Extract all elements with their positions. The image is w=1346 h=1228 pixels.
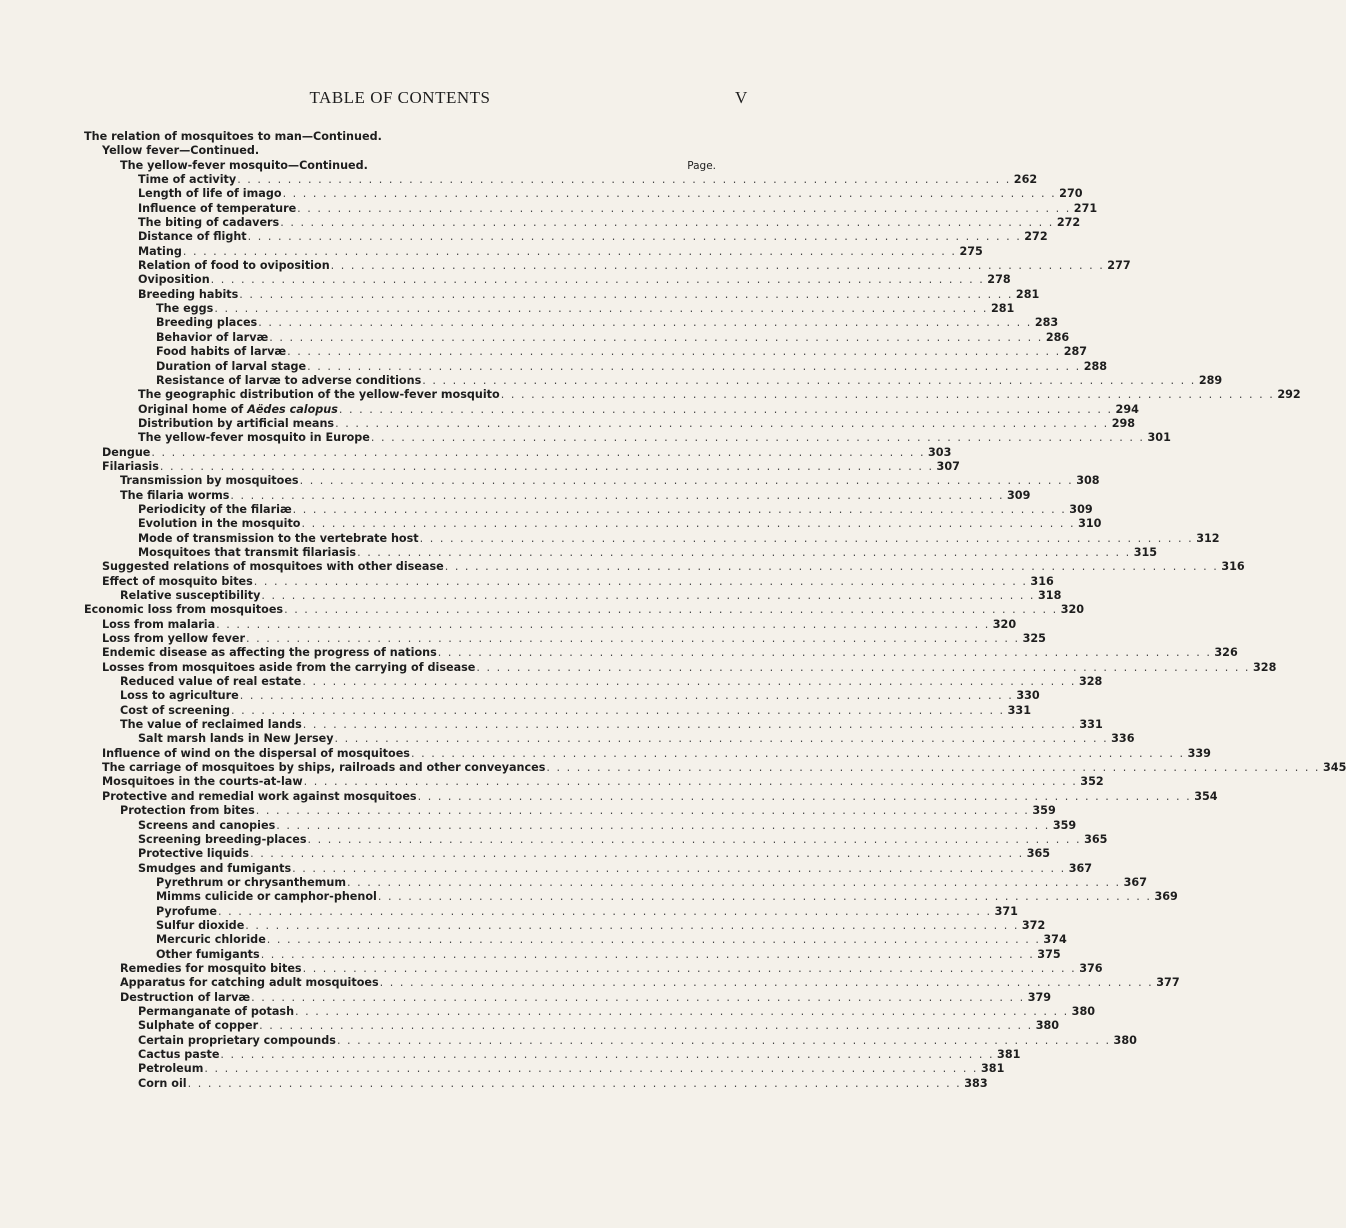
toc-entry: [84, 660, 1277, 675]
toc-entry: [84, 416, 1136, 431]
toc-entry: [84, 173, 1038, 187]
toc-page-number: 359: [1032, 804, 1056, 818]
toc-entry-label: The biting of cadavers: [138, 216, 280, 230]
toc-entry-label: The filaria worms: [120, 488, 230, 502]
dot-leader: . . . . . . . . . . . . . . . . . . . . . . . . . . . . . . . . . . . . . . . . . . . . . . . . . . . . . . . . . . . . . . . . . . . . . . . . . . . . .: [216, 617, 990, 631]
dot-leader: . . . . . . . . . . . . . . . . . . . . . . . . . . . . . . . . . . . . . . . . . . . . . . . . . . . . . . . . . . . . . . . . . . . . . . . . . . . . .: [230, 488, 1005, 502]
dot-leader: . . . . . . . . . . . . . . . . . . . . . . . . . . . . . . . . . . . . . . . . . . . . . . . . . . . . . . . . . . . . . . . . . . . . . . . . . . . . .: [377, 890, 1152, 904]
toc-entry-label: Periodicity of the filariæ: [138, 502, 292, 516]
toc-entry-label: Evolution in the mosquito: [138, 517, 301, 531]
toc-entry-label: Suggested relations of mosquitoes with other disease: [102, 560, 444, 574]
toc-entry: [84, 1033, 1137, 1048]
toc-entry: [84, 961, 1103, 976]
dot-leader: . . . . . . . . . . . . . . . . . . . . . . . . . . . . . . . . . . . . . . . . . . . . . . . . . . . . . . . . . . . . . . . . . . . . . . . . . . . . .: [307, 359, 1081, 373]
dot-leader: . . . . . . . . . . . . . . . . . . . . . . . . . . . . . . . . . . . . . . . . . . . . . . . . . . . . . . . . . . . . . . . . . . . . . . . . . . . . .: [347, 875, 1121, 889]
toc-entry-label: Protective and remedial work against mosquitoes: [102, 789, 417, 803]
toc-page-number: 303: [928, 445, 952, 459]
toc-entry-label: Loss from malaria: [102, 617, 216, 631]
toc-entry: [84, 359, 1108, 374]
dot-leader: . . . . . . . . . . . . . . . . . . . . . . . . . . . . . . . . . . . . . . . . . . . . . . . . . . . . . . . . . . . . . . . . . . . . . . . . . . . . .: [280, 216, 1054, 230]
toc-page-number: 369: [1154, 890, 1178, 904]
dot-leader: . . . . . . . . . . . . . . . . . . . . . . . . . . . . . . . . . . . . . . . . . . . . . . . . . . . . . . . . . . . . . . . . . . . . . . . . . . . . .: [187, 1076, 962, 1090]
toc-entry: [84, 402, 1139, 417]
dot-leader: . . . . . . . . . . . . . . . . . . . . . . . . . . . . . . . . . . . . . . . . . . . . . . . . . . . . . . . . . . . . . . . . . . . . . . . . . . . . .: [159, 459, 934, 473]
toc-entry: [84, 933, 1067, 947]
toc-page-number: 328: [1078, 675, 1103, 689]
toc-entry-label: Pyrethrum or chrysanthemum: [156, 875, 347, 889]
dot-leader: . . . . . . . . . . . . . . . . . . . . . . . . . . . . . . . . . . . . . . . . . . . . . . . . . . . . . . . . . . . . . . . . . . . . . . . . . . . . .: [334, 732, 1109, 746]
toc-page-number: 354: [1194, 789, 1218, 803]
toc-page-number: 352: [1080, 775, 1104, 789]
dot-leader: . . . . . . . . . . . . . . . . . . . . . . . . . . . . . . . . . . . . . . . . . . . . . . . . . . . . . . . . . . . . . . . . . . . . . . . . . . . . .: [302, 718, 1077, 732]
toc-entry: [84, 675, 1103, 689]
toc-entry: [84, 159, 716, 173]
toc-entry-label: Smudges and fumigants: [138, 861, 292, 875]
toc-page-number: 326: [1214, 646, 1238, 660]
toc-entry-label: Duration of larval stage: [156, 359, 307, 373]
toc-entry-label: Mercuric chloride: [156, 933, 266, 947]
toc-page-number: 365: [1026, 847, 1051, 861]
toc-entry: [84, 502, 1093, 517]
toc-entry-label: Breeding places: [156, 316, 258, 330]
dot-leader: . . . . . . . . . . . . . . . . . . . . . . . . . . . . . . . . . . . . . . . . . . . . . . . . . . . . . . . . . . . . . . . . . . . . . . . . . . . . .: [357, 545, 1131, 559]
toc-entry: [84, 804, 1056, 818]
dot-leader: . . . . . . . . . . . . . . . . . . . . . . . . . . . . . . . . . . . . . . . . . . . . . . . . . . . . . . . . . . . . . . . . . . . . . . . . . . . . .: [239, 689, 1014, 703]
toc-entry-label: Influence of wind on the dispersal of mosquitoes: [102, 746, 410, 760]
toc-entry: [84, 976, 1180, 990]
dot-leader: . . . . . . . . . . . . . . . . . . . . . . . . . . . . . . . . . . . . . . . . . . . . . . . . . . . . . . . . . . . . . . . . . . . . . . . . . . . . .: [546, 761, 1320, 775]
toc-entry: [84, 603, 1085, 617]
toc-entry-label: Endemic disease as affecting the progress of nations: [102, 646, 437, 660]
dot-leader: . . . . . . . . . . . . . . . . . . . . . . . . . . . . . . . . . . . . . . . . . . . . . . . . . . . . . . . . . . . . . . . . . . . . . . . . . . . . .: [231, 703, 1005, 717]
toc-entry-label: Loss from yellow fever: [102, 632, 245, 646]
toc-entry: [84, 703, 1031, 718]
toc-entry: [84, 517, 1102, 531]
dot-leader: . . . . . . . . . . . . . . . . . . . . . . . . . . . . . . . . . . . . . . . . . . . . . . . . . . . . . . . . . . . . . . . . . . . . . . . . . . . . .: [297, 201, 1071, 215]
dot-leader: . . . . . . . . . . . . . . . . . . . . . . . . . . . . . . . . . . . . . . . . . . . . . . . . . . . . . . . . . . . . . . . . . . . . . . . . . . . . .: [444, 560, 1219, 574]
toc-page-number: 372: [1021, 918, 1046, 932]
toc-page-number: 374: [1043, 933, 1067, 947]
toc-page-number: 275: [959, 244, 983, 258]
toc-page-number: 367: [1068, 861, 1093, 875]
page-number: V: [735, 88, 748, 107]
dot-leader: . . . . . . . . . . . . . . . . . . . . . . . . . . . . . . . . . . . . . . . . . . . . . . . . . . . . . . . . . . . . . . . . . . . . . . . . . . . . .: [266, 933, 1041, 947]
toc-entry-label: Other fumigants: [156, 947, 260, 961]
dot-leader: . . . . . . . . . . . . . . . . . . . . . . . . . . . . . . . . . . . . . . . . . . . . . . . . . . . . . . . . . . . . . . . . . . . . . . . . . . . . .: [299, 474, 1074, 488]
toc-page-number: 277: [1107, 259, 1131, 273]
dot-leader: . . . . . . . . . . . . . . . . . . . . . . . . . . . . . . . . . . . . . . . . . . . . . . . . . . . . . . . . . . . . . . . . . . . . . . . . . . . . .: [245, 918, 1019, 932]
toc-entry: [84, 459, 960, 474]
dot-leader: . . . . . . . . . . . . . . . . . . . . . . . . . . . . . . . . . . . . . . . . . . . . . . . . . . . . . . . . . . . . . . . . . . . . . . . . . . . . .: [269, 330, 1043, 344]
dot-leader: . . . . . . . . . . . . . . . . . . . . . . . . . . . . . . . . . . . . . . . . . . . . . . . . . . . . . . . . . . . . . . . . . . . . . . . . . . . . .: [237, 173, 1011, 187]
toc-entry: [84, 259, 1131, 273]
toc-entry: [84, 746, 1211, 761]
toc-page-number: 270: [1059, 187, 1083, 201]
toc-page-number: 292: [1277, 388, 1301, 402]
dot-leader: . . . . . . . . . . . . . . . . . . . . . . . . . . . . . . . . . . . . . . . . . . . . . . . . . . . . . . . . . . . . . . . . . . . . . . . . . . . . .: [307, 832, 1082, 846]
toc-page-number: 377: [1156, 976, 1180, 990]
dot-leader: . . . . . . . . . . . . . . . . . . . . . . . . . . . . . . . . . . . . . . . . . . . . . . . . . . . . . . . . . . . . . . . . . . . . . . . . . . . . .: [287, 345, 1061, 359]
toc-entry-label: Cactus paste: [138, 1048, 220, 1061]
toc-entry-label: The value of reclaimed lands: [120, 718, 302, 732]
dot-leader: . . . . . . . . . . . . . . . . . . . . . . . . . . . . . . . . . . . . . . . . . . . . . . . . . . . . . . . . . . . . . . . . . . . . . . . . . . . . .: [214, 302, 988, 316]
page-title: TABLE OF CONTENTS: [309, 88, 491, 107]
dot-leader: . . . . . . . . . . . . . . . . . . . . . . . . . . . . . . . . . . . . . . . . . . . . . . . . . . . . . . . . . . . . . . . . . . . . . . . . . . . . .: [259, 1019, 1033, 1033]
dot-leader: . . . . . . . . . . . . . . . . . . . . . . . . . . . . . . . . . . . . . . . . . . . . . . . . . . . . . . . . . . . . . . . . . . . . . . . . . . . . .: [419, 531, 1194, 545]
toc-entry-label: Protective liquids: [138, 847, 250, 861]
toc-entry: [84, 545, 1158, 560]
toc-page-number: 298: [1111, 416, 1136, 430]
toc-entry: [84, 1004, 1096, 1019]
toc-entry: [84, 617, 1017, 632]
toc-entry: [84, 718, 1103, 732]
toc-entry-label: Certain proprietary compounds: [138, 1033, 336, 1047]
dot-leader: . . . . . . . . . . . . . . . . . . . . . . . . . . . . . . . . . . . . . . . . . . . . . . . . . . . . . . . . . . . . . . . . . . . . . . . . . . . . .: [210, 273, 985, 287]
toc-page-number: 345: [1323, 761, 1346, 775]
toc-page-number: 380: [1113, 1033, 1137, 1047]
dot-leader: . . . . . . . . . . . . . . . . . . . . . . . . . . . . . . . . . . . . . . . . . . . . . . . . . . . . . . . . . . . . . . . . . . . . . . . . . . . . .: [251, 990, 1025, 1004]
toc-entry: [84, 689, 1040, 703]
toc-entry-label: Distribution by artificial means: [138, 416, 335, 430]
toc-entry-label: Apparatus for catching adult mosquitoes: [120, 976, 379, 990]
toc-entry: [84, 632, 1046, 646]
toc-entry: [84, 330, 1070, 345]
toc-page-number: 287: [1063, 345, 1088, 359]
toc-page-number: 307: [936, 459, 960, 473]
toc-entry: [84, 201, 1098, 216]
toc-page-number: 316: [1221, 560, 1245, 574]
toc-entry-label: Mating: [138, 244, 182, 258]
dot-leader: . . . . . . . . . . . . . . . . . . . . . . . . . . . . . . . . . . . . . . . . . . . . . . . . . . . . . . . . . . . . . . . . . . . . . . . . . . . . .: [261, 589, 1035, 602]
dot-leader: . . . . . . . . . . . . . . . . . . . . . . . . . . . . . . . . . . . . . . . . . . . . . . . . . . . . . . . . . . . . . . . . . . . . . . . . . . . . .: [338, 402, 1113, 416]
toc-page-number: 278: [987, 273, 1011, 287]
dot-leader: . . . . . . . . . . . . . . . . . . . . . . . . . . . . . . . . . . . . . . . . . . . . . . . . . . . . . . . . . . . . . . . . . . . . . . . . . . . . .: [217, 904, 992, 918]
toc-entry-label: Loss to agriculture: [120, 689, 239, 703]
dot-leader: . . . . . . . . . . . . . . . . . . . . . . . . . . . . . . . . . . . . . . . . . . . . . . . . . . . . . . . . . . . . . . . . . . . . . . . . . . . . .: [295, 1004, 1069, 1018]
toc-entry-label: Mosquitoes in the courts-at-law: [102, 775, 303, 789]
dot-leader: . . . . . . . . . . . . . . . . . . . . . . . . . . . . . . . . . . . . . . . . . . . . . . . . . . . . . . . . . . . . . . . . . . . . . . . . . . . . .: [250, 847, 1024, 861]
toc-entry: [84, 1076, 988, 1091]
dot-leader: . . . . . . . . . . . . . . . . . . . . . . . . . . . . . . . . . . . . . . . . . . . . . . . . . . . . . . . . . . . . . . . . . . . . . . . . . . . . .: [292, 502, 1067, 516]
toc-entry-label: Resistance of larvæ to adverse conditions: [156, 373, 422, 387]
dot-leader: . . . . . . . . . . . . . . . . . . . . . . . . . . . . . . . . . . . . . . . . . . . . . . . . . . . . . . . . . . . . . . . . . . . . . . . . . . . . .: [437, 646, 1212, 660]
toc-entry: [84, 818, 1077, 833]
toc-entry-label: Food habits of larvæ: [156, 345, 287, 359]
toc-entry-label: Screening breeding-places: [138, 832, 307, 846]
dot-leader: . . . . . . . . . . . . . . . . . . . . . . . . . . . . . . . . . . . . . . . . . . . . . . . . . . . . . . . . . . . . . . . . . . . . . . . . . . . . .: [410, 746, 1185, 760]
toc-page-number: 331: [1079, 718, 1103, 732]
toc-entry: [84, 1062, 1005, 1076]
toc-entry: [84, 216, 1081, 230]
toc-page-number: 315: [1133, 545, 1158, 559]
toc-page-number: 281: [1015, 287, 1040, 301]
toc-entry: [84, 1048, 1021, 1062]
toc-heading: The relation of mosquitoes to man—Continued.: [84, 130, 382, 143]
toc-page-number: 312: [1196, 531, 1220, 545]
toc-entry-label: Mimms culicide or camphor-phenol: [156, 890, 377, 904]
table-of-contents: [84, 130, 1346, 1091]
toc-entry-label: Economic loss from mosquitoes: [84, 603, 284, 617]
toc-page-number: 308: [1076, 474, 1100, 488]
dot-leader: . . . . . . . . . . . . . . . . . . . . . . . . . . . . . . . . . . . . . . . . . . . . . . . . . . . . . . . . . . . . . . . . . . . . . . . . . . . . .: [330, 259, 1105, 273]
toc-entry-label: Mode of transmission to the vertebrate host: [138, 531, 419, 545]
toc-entry-label: The carriage of mosquitoes by ships, railroads and other conveyances: [102, 761, 546, 775]
toc-entry: [84, 345, 1088, 359]
toc-entry: [84, 832, 1108, 847]
dot-leader: . . . . . . . . . . . . . . . . . . . . . . . . . . . . . . . . . . . . . . . . . . . . . . . . . . . . . . . . . . . . . . . . . . . . . . . . . . . . .: [500, 388, 1275, 402]
toc-entry-label: Relation of food to oviposition: [138, 259, 330, 273]
toc-page-number: 272: [1024, 230, 1048, 244]
toc-entry: [84, 761, 1346, 775]
toc-entry-label: Corn oil: [138, 1076, 187, 1090]
toc-page-number: 330: [1016, 689, 1040, 703]
toc-page-number: 289: [1198, 373, 1223, 387]
dot-leader: . . . . . . . . . . . . . . . . . . . . . . . . . . . . . . . . . . . . . . . . . . . . . . . . . . . . . . . . . . . . . . . . . . . . . . . . . . . . .: [302, 675, 1076, 689]
toc-page-number: 286: [1045, 330, 1070, 344]
toc-page-number: 380: [1071, 1004, 1096, 1018]
toc-page-number: 288: [1083, 359, 1108, 373]
dot-leader: . . . . . . . . . . . . . . . . . . . . . . . . . . . . . . . . . . . . . . . . . . . . . . . . . . . . . . . . . . . . . . . . . . . . . . . . . . . . .: [284, 603, 1058, 617]
toc-entry-label: Filariasis: [102, 459, 159, 473]
toc-entry-label: Remedies for mosquito bites: [120, 961, 302, 975]
toc-entry-label: Original home of Aëdes calopus: [138, 402, 338, 416]
toc-page-number: 381: [997, 1048, 1021, 1061]
dot-leader: . . . . . . . . . . . . . . . . . . . . . . . . . . . . . . . . . . . . . . . . . . . . . . . . . . . . . . . . . . . . . . . . . . . . . . . . . . . . .: [276, 818, 1050, 832]
toc-entry: [84, 244, 983, 259]
toc-entry-label: Oviposition: [138, 273, 210, 287]
toc-page-number: 271: [1073, 201, 1098, 215]
toc-entry: [84, 302, 1015, 316]
dot-leader: . . . . . . . . . . . . . . . . . . . . . . . . . . . . . . . . . . . . . . . . . . . . . . . . . . . . . . . . . . . . . . . . . . . . . . . . . . . . .: [336, 1033, 1111, 1047]
dot-leader: . . . . . . . . . . . . . . . . . . . . . . . . . . . . . . . . . . . . . . . . . . . . . . . . . . . . . . . . . . . . . . . . . . . . . . . . . . . . .: [253, 574, 1028, 588]
toc-page-number: 310: [1078, 517, 1102, 531]
toc-entry: [84, 847, 1051, 861]
dot-leader: . . . . . . . . . . . . . . . . . . . . . . . . . . . . . . . . . . . . . . . . . . . . . . . . . . . . . . . . . . . . . . . . . . . . . . . . . . . . .: [245, 632, 1020, 646]
toc-page-number: 283: [1034, 316, 1059, 330]
dot-leader: . . . . . . . . . . . . . . . . . . . . . . . . . . . . . . . . . . . . . . . . . . . . . . . . . . . . . . . . . . . . . . . . . . . . . . . . . . . . .: [379, 976, 1154, 990]
toc-page-number: 320: [992, 617, 1017, 631]
dot-leader: . . . . . . . . . . . . . . . . . . . . . . . . . . . . . . . . . . . . . . . . . . . . . . . . . . . . . . . . . . . . . . . . . . . . . . . . . . . . .: [204, 1062, 978, 1076]
dot-leader: . . . . . . . . . . . . . . . . . . . . . . . . . . . . . . . . . . . . . . . . . . . . . . . . . . . . . . . . . . . . . . . . . . . . . . . . . . . . .: [282, 187, 1057, 201]
dot-leader: . . . . . . . . . . . . . . . . . . . . . . . . . . . . . . . . . . . . . . . . . . . . . . . . . . . . . . . . . . . . . . . . . . . . . . . . . . . . .: [302, 961, 1077, 975]
toc-entry: [84, 488, 1031, 503]
toc-entry: [84, 373, 1223, 388]
dot-leader: . . . . . . . . . . . . . . . . . . . . . . . . . . . . . . . . . . . . . . . . . . . . . . . . . . . . . . . . . . . . . . . . . . . . . . . . . . . . .: [182, 244, 957, 258]
toc-heading: The yellow-fever mosquito—Continued.: [120, 158, 368, 172]
toc-entry-label: Behavior of larvæ: [156, 330, 269, 344]
toc-page-number: 294: [1115, 402, 1139, 416]
dot-leader: . . . . . . . . . . . . . . . . . . . . . . . . . . . . . . . . . . . . . . . . . . . . . . . . . . . . . . . . . . . . . . . . . . . . . . . . . . . . .: [255, 804, 1030, 818]
toc-entry: [84, 287, 1040, 302]
dot-leader: . . . . . . . . . . . . . . . . . . . . . . . . . . . . . . . . . . . . . . . . . . . . . . . . . . . . . . . . . . . . . . . . . . . . . . . . . . . . .: [151, 445, 926, 459]
toc-entry-label: Influence of temperature: [138, 201, 297, 215]
toc-page-number: 339: [1187, 746, 1211, 760]
toc-entry: [84, 789, 1218, 804]
toc-entry-label: Losses from mosquitoes aside from the carrying of disease: [102, 660, 476, 674]
toc-entry: [84, 230, 1048, 244]
toc-entry-label: Transmission by mosquitoes: [120, 474, 299, 488]
toc-entry: [84, 574, 1054, 589]
toc-entry: [84, 732, 1135, 746]
dot-leader: . . . . . . . . . . . . . . . . . . . . . . . . . . . . . . . . . . . . . . . . . . . . . . . . . . . . . . . . . . . . . . . . . . . . . . . . . . . . .: [370, 431, 1145, 445]
toc-entry: [84, 904, 1018, 919]
toc-page-number: 381: [981, 1062, 1005, 1076]
toc-entry: [84, 144, 716, 158]
toc-entry-label: Cost of screening: [120, 703, 231, 717]
toc-entry-label: Distance of flight: [138, 230, 247, 244]
toc-page-number: 383: [964, 1076, 988, 1090]
dot-leader: . . . . . . . . . . . . . . . . . . . . . . . . . . . . . . . . . . . . . . . . . . . . . . . . . . . . . . . . . . . . . . . . . . . . . . . . . . . . .: [220, 1048, 995, 1061]
toc-entry: [84, 918, 1046, 933]
toc-page-number: 301: [1147, 431, 1171, 445]
toc-entry-label: Salt marsh lands in New Jersey: [138, 732, 334, 746]
toc-entry: [84, 474, 1100, 488]
toc-entry-label: Screens and canopies: [138, 818, 276, 832]
toc-entry: [84, 947, 1061, 962]
toc-entry-label: Effect of mosquito bites: [102, 574, 253, 588]
toc-entry: [84, 589, 1062, 603]
dot-leader: . . . . . . . . . . . . . . . . . . . . . . . . . . . . . . . . . . . . . . . . . . . . . . . . . . . . . . . . . . . . . . . . . . . . . . . . . . . . .: [258, 316, 1032, 330]
toc-entry-label: Sulphate of copper: [138, 1019, 259, 1033]
dot-leader: . . . . . . . . . . . . . . . . . . . . . . . . . . . . . . . . . . . . . . . . . . . . . . . . . . . . . . . . . . . . . . . . . . . . . . . . . . . . .: [476, 660, 1250, 674]
toc-entry: [84, 130, 716, 144]
dot-leader: . . . . . . . . . . . . . . . . . . . . . . . . . . . . . . . . . . . . . . . . . . . . . . . . . . . . . . . . . . . . . . . . . . . . . . . . . . . . .: [239, 287, 1013, 301]
toc-page-number: 331: [1007, 703, 1031, 717]
toc-page-number: 367: [1123, 875, 1147, 889]
toc-page-number: 281: [990, 302, 1015, 316]
toc-entry-label: Pyrofume: [156, 904, 217, 918]
dot-leader: . . . . . . . . . . . . . . . . . . . . . . . . . . . . . . . . . . . . . . . . . . . . . . . . . . . . . . . . . . . . . . . . . . . . . . . . . . . . .: [303, 775, 1078, 789]
toc-page-number: 328: [1253, 660, 1277, 674]
toc-entry: [84, 990, 1052, 1005]
toc-entry: [84, 646, 1238, 660]
page-column-label: Page.: [687, 159, 716, 172]
toc-page-number: 379: [1027, 990, 1052, 1004]
toc-page-number: 375: [1037, 947, 1061, 961]
dot-leader: . . . . . . . . . . . . . . . . . . . . . . . . . . . . . . . . . . . . . . . . . . . . . . . . . . . . . . . . . . . . . . . . . . . . . . . . . . . . .: [335, 416, 1109, 430]
toc-entry-label: Protection from bites: [120, 804, 255, 818]
dot-leader: . . . . . . . . . . . . . . . . . . . . . . . . . . . . . . . . . . . . . . . . . . . . . . . . . . . . . . . . . . . . . . . . . . . . . . . . . . . . .: [422, 373, 1196, 387]
toc-page-number: 272: [1056, 216, 1081, 230]
dot-leader: . . . . . . . . . . . . . . . . . . . . . . . . . . . . . . . . . . . . . . . . . . . . . . . . . . . . . . . . . . . . . . . . . . . . . . . . . . . . .: [247, 230, 1022, 244]
toc-entry-label: Petroleum: [138, 1062, 204, 1076]
toc-entry: [84, 316, 1059, 330]
toc-entry-label: Reduced value of real estate: [120, 675, 302, 689]
toc-entry: [84, 775, 1104, 789]
toc-entry-label: Length of life of imago: [138, 187, 282, 201]
toc-entry: [84, 445, 952, 460]
toc-entry: [84, 861, 1093, 876]
toc-page-number: 325: [1022, 632, 1046, 646]
toc-page-number: 309: [1007, 488, 1031, 502]
toc-entry-label: Mosquitoes that transmit filariasis: [138, 545, 357, 559]
toc-entry-label: Destruction of larvæ: [120, 990, 251, 1004]
toc-page-number: 262: [1013, 173, 1038, 187]
toc-entry: [84, 388, 1301, 402]
toc-page-number: 380: [1035, 1019, 1060, 1033]
toc-entry-label: Dengue: [102, 445, 151, 459]
toc-page-number: 318: [1038, 589, 1062, 602]
dot-leader: . . . . . . . . . . . . . . . . . . . . . . . . . . . . . . . . . . . . . . . . . . . . . . . . . . . . . . . . . . . . . . . . . . . . . . . . . . . . .: [301, 517, 1076, 531]
toc-entry-label: The eggs: [156, 302, 214, 316]
toc-entry-label: Time of activity: [138, 173, 237, 187]
toc-page-number: 309: [1069, 502, 1093, 516]
toc-entry-label: Sulfur dioxide: [156, 918, 245, 932]
toc-entry-label: Breeding habits: [138, 287, 239, 301]
toc-page-number: 316: [1030, 574, 1054, 588]
toc-page-number: 359: [1052, 818, 1077, 832]
page-header: [0, 88, 800, 110]
toc-entry-label: Permanganate of potash: [138, 1004, 295, 1018]
toc-page-number: 336: [1111, 732, 1135, 746]
toc-entry: [84, 890, 1178, 904]
toc-entry: [84, 431, 1171, 445]
toc-entry-label: Relative susceptibility: [120, 589, 261, 602]
dot-leader: . . . . . . . . . . . . . . . . . . . . . . . . . . . . . . . . . . . . . . . . . . . . . . . . . . . . . . . . . . . . . . . . . . . . . . . . . . . . .: [417, 789, 1192, 803]
toc-page-number: 320: [1060, 603, 1085, 617]
toc-page-number: 365: [1084, 832, 1108, 846]
toc-entry-label: The geographic distribution of the yellow-fever mosquito: [138, 388, 500, 402]
toc-entry: [84, 531, 1220, 546]
toc-entry: [84, 273, 1011, 287]
toc-entry: [84, 187, 1083, 201]
toc-page-number: 371: [994, 904, 1018, 918]
dot-leader: . . . . . . . . . . . . . . . . . . . . . . . . . . . . . . . . . . . . . . . . . . . . . . . . . . . . . . . . . . . . . . . . . . . . . . . . . . . . .: [260, 947, 1035, 961]
toc-entry: [84, 560, 1245, 574]
toc-page-number: 376: [1079, 961, 1103, 975]
toc-entry: [84, 875, 1147, 890]
dot-leader: . . . . . . . . . . . . . . . . . . . . . . . . . . . . . . . . . . . . . . . . . . . . . . . . . . . . . . . . . . . . . . . . . . . . . . . . . . . . .: [292, 861, 1066, 875]
toc-heading: Yellow fever—Continued.: [102, 144, 260, 158]
toc-entry: [84, 1019, 1060, 1033]
toc-entry-label: The yellow-fever mosquito in Europe: [138, 431, 370, 445]
